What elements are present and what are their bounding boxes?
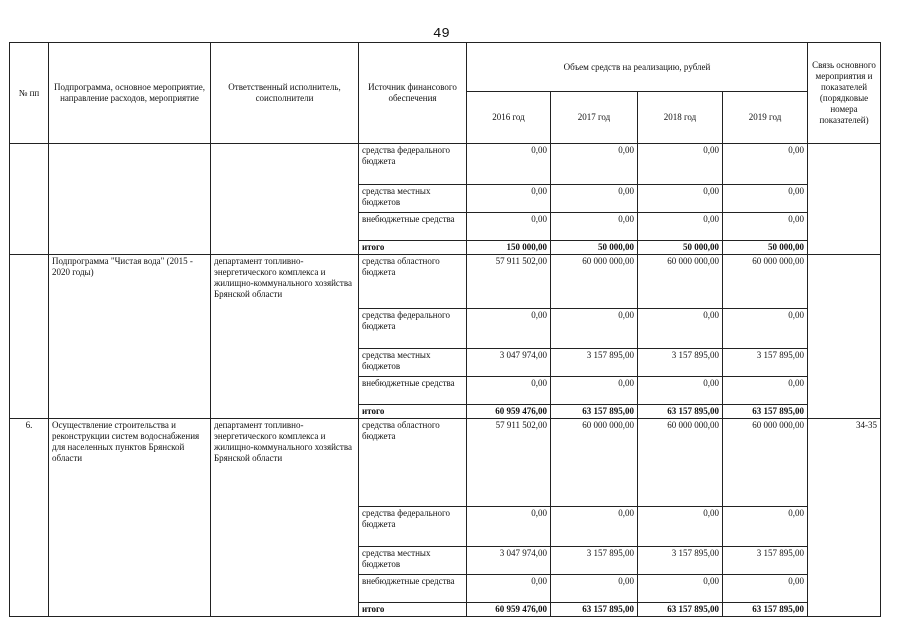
- cell-source: итого: [359, 241, 467, 255]
- cell-value: 3 157 895,00: [638, 547, 723, 575]
- cell-subprogram: Осуществление строительства и реконструкции систем водоснабжения для населенных пунктов Брянской области: [49, 419, 211, 617]
- cell-value: 0,00: [638, 507, 723, 547]
- cell-value: 0,00: [638, 144, 723, 185]
- header-link: Связь основного мероприятия и показателей (порядковые номера показателей): [808, 43, 881, 144]
- cell-source: средства областного бюджета: [359, 255, 467, 309]
- cell-value: 0,00: [551, 144, 638, 185]
- cell-value: 0,00: [467, 507, 551, 547]
- cell-num: 6.: [10, 419, 49, 617]
- cell-link: [808, 144, 881, 255]
- header-year-2018: 2018 год: [638, 92, 723, 144]
- cell-value: 60 000 000,00: [638, 419, 723, 507]
- cell-value: 60 959 476,00: [467, 603, 551, 617]
- cell-num: [10, 255, 49, 419]
- cell-value: 63 157 895,00: [638, 405, 723, 419]
- cell-value: 3 047 974,00: [467, 349, 551, 377]
- cell-source: средства федерального бюджета: [359, 144, 467, 185]
- cell-source: внебюджетные средства: [359, 377, 467, 405]
- cell-value: 0,00: [467, 377, 551, 405]
- cell-value: 0,00: [723, 144, 808, 185]
- header-year-2016: 2016 год: [467, 92, 551, 144]
- cell-value: 3 157 895,00: [723, 547, 808, 575]
- cell-value: 0,00: [467, 575, 551, 603]
- cell-value: 60 000 000,00: [551, 419, 638, 507]
- cell-value: 0,00: [638, 377, 723, 405]
- cell-source: средства местных бюджетов: [359, 349, 467, 377]
- cell-value: 0,00: [723, 575, 808, 603]
- table-row: [10, 255, 881, 309]
- cell-value: 57 911 502,00: [467, 255, 551, 309]
- cell-value: 63 157 895,00: [551, 603, 638, 617]
- cell-value: 0,00: [551, 507, 638, 547]
- cell-value: 60 000 000,00: [723, 255, 808, 309]
- cell-value: 0,00: [638, 575, 723, 603]
- cell-source: средства федерального бюджета: [359, 309, 467, 349]
- cell-value: 0,00: [551, 185, 638, 213]
- cell-value: 3 157 895,00: [638, 349, 723, 377]
- cell-value: 63 157 895,00: [723, 603, 808, 617]
- cell-source: внебюджетные средства: [359, 213, 467, 241]
- cell-value: 0,00: [467, 213, 551, 241]
- budget-table: [9, 42, 881, 617]
- cell-value: 63 157 895,00: [638, 603, 723, 617]
- cell-executor: департамент топливно-энергетического комплекса и жилищно-коммунального хозяйства Брянской области: [211, 419, 359, 617]
- header-executor: Ответственный исполнитель, соисполнители: [211, 43, 359, 144]
- cell-value: 50 000,00: [551, 241, 638, 255]
- cell-value: 0,00: [723, 507, 808, 547]
- cell-subprogram: [49, 144, 211, 255]
- cell-link: 34-35: [808, 419, 881, 617]
- cell-source: внебюджетные средства: [359, 575, 467, 603]
- cell-link: [808, 255, 881, 419]
- cell-value: 63 157 895,00: [723, 405, 808, 419]
- cell-value: 3 157 895,00: [723, 349, 808, 377]
- table-row: [10, 144, 881, 185]
- cell-subprogram: Подпрограмма "Чистая вода" (2015 - 2020 годы): [49, 255, 211, 419]
- cell-value: 0,00: [638, 213, 723, 241]
- cell-value: 57 911 502,00: [467, 419, 551, 507]
- cell-value: 3 047 974,00: [467, 547, 551, 575]
- cell-value: 0,00: [638, 309, 723, 349]
- cell-value: 50 000,00: [638, 241, 723, 255]
- cell-value: 0,00: [551, 213, 638, 241]
- header-subprogram: Подпрограмма, основное мероприятие, направление расходов, мероприятие: [49, 43, 211, 144]
- cell-value: 60 000 000,00: [723, 419, 808, 507]
- cell-value: 50 000,00: [723, 241, 808, 255]
- header-source: Источник финансового обеспечения: [359, 43, 467, 144]
- cell-value: 3 157 895,00: [551, 349, 638, 377]
- cell-value: 63 157 895,00: [551, 405, 638, 419]
- cell-value: 60 959 476,00: [467, 405, 551, 419]
- cell-num: [10, 144, 49, 255]
- cell-value: 0,00: [467, 144, 551, 185]
- cell-executor: департамент топливно-энергетического комплекса и жилищно-коммунального хозяйства Брянской области: [211, 255, 359, 419]
- cell-value: 0,00: [551, 575, 638, 603]
- table-row: [10, 419, 881, 507]
- cell-source: средства местных бюджетов: [359, 547, 467, 575]
- cell-source: средства областного бюджета: [359, 419, 467, 507]
- cell-value: 0,00: [467, 309, 551, 349]
- cell-value: 3 157 895,00: [551, 547, 638, 575]
- cell-value: 0,00: [551, 377, 638, 405]
- cell-source: итого: [359, 603, 467, 617]
- cell-value: 0,00: [638, 185, 723, 213]
- header-year-2017: 2017 год: [551, 92, 638, 144]
- header-num: № пп: [10, 43, 49, 144]
- cell-source: средства местных бюджетов: [359, 185, 467, 213]
- cell-value: 0,00: [723, 377, 808, 405]
- cell-value: 0,00: [723, 185, 808, 213]
- cell-value: 60 000 000,00: [551, 255, 638, 309]
- cell-value: 150 000,00: [467, 241, 551, 255]
- cell-source: средства федерального бюджета: [359, 507, 467, 547]
- cell-value: 0,00: [551, 309, 638, 349]
- cell-value: 0,00: [723, 213, 808, 241]
- header-volume: Объем средств на реализацию, рублей: [467, 43, 808, 92]
- cell-value: 0,00: [723, 309, 808, 349]
- page-number: 49: [433, 26, 450, 42]
- header-year-2019: 2019 год: [723, 92, 808, 144]
- cell-value: 0,00: [467, 185, 551, 213]
- cell-value: 60 000 000,00: [638, 255, 723, 309]
- cell-source: итого: [359, 405, 467, 419]
- cell-executor: [211, 144, 359, 255]
